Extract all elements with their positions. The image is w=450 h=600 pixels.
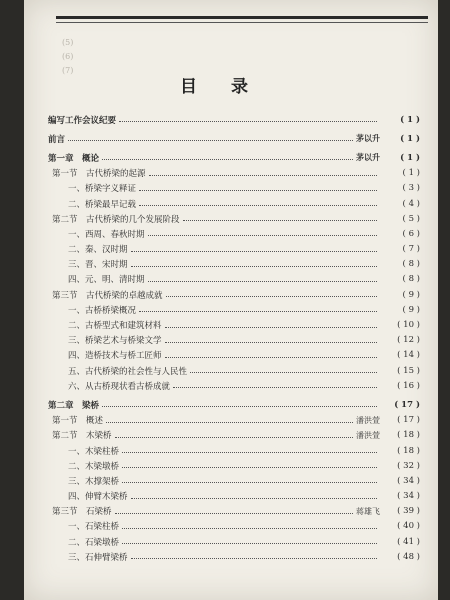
toc-entry-page: ( 18 ): [397, 430, 420, 441]
toc-entry-title: 一、石梁柱桥: [68, 522, 120, 533]
bleed-through-text: (5): [62, 38, 74, 47]
toc-entry-page: ( 9 ): [402, 304, 420, 315]
leader-dots: [131, 558, 377, 559]
toc-entry-page: ( 1 ): [402, 168, 420, 179]
leader-dots: [102, 406, 377, 407]
toc-entry-title: 二、古桥型式和建筑材料: [68, 321, 162, 332]
toc-entry-title: 三、木撑架桥: [68, 476, 120, 487]
toc-entry-page: ( 8 ): [402, 274, 420, 285]
toc-entry: [48, 317, 420, 332]
toc-entry-title: 二、木梁墩桥: [68, 461, 120, 472]
bleed-through-text: (7): [62, 66, 74, 75]
toc-entry-title: 二、秦、汉时期: [68, 245, 128, 256]
toc-entry-title: 第三节 石梁桥: [52, 507, 112, 518]
bleed-through-text: (6): [62, 52, 74, 61]
leader-dots: [173, 387, 377, 388]
toc-entry-page: ( 5 ): [402, 213, 420, 224]
toc-entry-page: ( 4 ): [402, 198, 420, 209]
toc-entry-title: 二、石梁墩桥: [68, 537, 120, 548]
toc-entry-page: ( 40 ): [397, 521, 420, 532]
toc-entry-author: 茅以升: [356, 152, 380, 163]
leader-dots: [122, 528, 377, 529]
toc-entry: [48, 181, 420, 196]
toc-entry-page: ( 32 ): [397, 460, 420, 471]
toc-entry: [48, 363, 420, 378]
leader-dots: [139, 190, 377, 191]
toc-entry-page: ( 17 ): [397, 415, 420, 426]
document-page: [24, 0, 438, 600]
toc-entry: [48, 242, 420, 257]
toc-entry-title: 三、桥梁艺术与桥梁文学: [68, 336, 162, 347]
toc-entry-title: 编写工作会议纪要: [48, 115, 117, 126]
toc-entry: [48, 443, 420, 458]
toc-entry-title: 四、造桥技术与桥工匠师: [68, 351, 162, 362]
leader-dots: [119, 121, 377, 122]
toc-entry: [48, 534, 420, 549]
leader-dots: [190, 372, 377, 373]
leader-dots: [139, 205, 377, 206]
toc-entry-page: ( 1 ): [400, 114, 420, 125]
toc-entry-title: 四、伸臂木梁桥: [68, 492, 128, 503]
toc-entry: [48, 333, 420, 348]
toc-entry-page: ( 8 ): [402, 259, 420, 270]
leader-dots: [148, 281, 377, 282]
toc-entry-page: ( 16 ): [397, 380, 420, 391]
toc-entry: [48, 272, 420, 287]
toc-entry: [48, 378, 420, 393]
toc-entry-page: ( 1 ): [400, 152, 420, 163]
toc-entry-title: 六、从古桥现状看古桥成就: [68, 381, 171, 392]
toc-entry-page: ( 12 ): [397, 335, 420, 346]
leader-dots: [149, 175, 377, 176]
toc-entry: [48, 549, 420, 564]
toc-entry: [48, 489, 420, 504]
leader-dots: [139, 311, 377, 312]
toc-entry-title: 四、元、明、清时期: [68, 275, 145, 286]
toc-entry-author: 茅以升: [356, 133, 380, 144]
toc-entry: [48, 519, 420, 534]
toc-entry: [48, 504, 420, 519]
toc-entry: [48, 226, 420, 241]
toc-entry: [48, 397, 420, 412]
toc-entry-title: 前言: [48, 134, 66, 145]
toc-entry-author: 蒋雄飞: [356, 506, 380, 516]
page-title: 目录: [180, 77, 282, 97]
leader-dots: [183, 220, 377, 221]
toc-entry-page: ( 10 ): [397, 320, 420, 331]
toc-entry-page: ( 6 ): [402, 228, 420, 239]
leader-dots: [122, 543, 377, 544]
toc-entry: [48, 428, 420, 443]
toc-entry: [48, 131, 420, 146]
toc-entry-title: 三、石伸臂梁桥: [68, 552, 128, 563]
toc-entry: [48, 257, 420, 272]
toc-entry-page: ( 39 ): [397, 506, 420, 517]
toc-entry-page: ( 34 ): [397, 475, 420, 486]
top-rule: [56, 16, 428, 19]
toc-entry-page: ( 15 ): [397, 365, 420, 376]
toc-entry-page: ( 7 ): [402, 244, 420, 255]
leader-dots: [131, 266, 377, 267]
toc-entry-author: 潘洪萱: [356, 430, 380, 440]
leader-dots: [122, 482, 377, 483]
toc-entry-title: 第三节 古代桥梁的卓越成就: [52, 290, 163, 301]
leader-dots: [122, 452, 377, 453]
leader-dots: [68, 140, 353, 141]
toc-entry-author: 潘洪萱: [356, 415, 380, 425]
leader-dots: [165, 357, 377, 358]
leader-dots: [165, 342, 377, 343]
toc-entry-page: ( 34 ): [397, 491, 420, 502]
toc-entry: [48, 196, 420, 211]
top-rule-thin: [56, 22, 428, 23]
leader-dots: [102, 159, 353, 160]
leader-dots: [106, 422, 353, 423]
leader-dots: [131, 498, 377, 499]
toc-entry-page: ( 1 ): [400, 133, 420, 144]
toc-entry-page: ( 41 ): [397, 536, 420, 547]
toc-entry: [48, 413, 420, 428]
toc-entry: [48, 302, 420, 317]
leader-dots: [131, 251, 377, 252]
toc-entry-title: 第一章 概论: [48, 153, 100, 164]
toc-entry: [48, 287, 420, 302]
toc-entry: [48, 150, 420, 165]
toc-entry: [48, 348, 420, 363]
toc-entry: [48, 166, 420, 181]
table-of-contents: [48, 112, 420, 564]
toc-entry-title: 一、古桥桥梁概况: [68, 305, 137, 316]
toc-entry-page: ( 3 ): [402, 183, 420, 194]
toc-entry: [48, 211, 420, 226]
toc-entry-page: ( 17 ): [394, 399, 420, 410]
toc-entry-page: ( 18 ): [397, 445, 420, 456]
toc-entry-title: 三、晋、宋时期: [68, 260, 128, 271]
toc-entry: [48, 458, 420, 473]
leader-dots: [148, 235, 377, 236]
toc-entry-title: 第一节 概述: [52, 416, 104, 427]
toc-entry-title: 第二章 梁桥: [48, 400, 100, 411]
toc-entry: [48, 112, 420, 127]
leader-dots: [122, 467, 377, 468]
toc-entry-title: 一、西周、春秋时期: [68, 229, 145, 240]
toc-entry-title: 一、桥梁字义释证: [68, 184, 137, 195]
toc-entry-title: 第二节 木梁桥: [52, 431, 112, 442]
toc-entry-title: 第二节 古代桥梁的几个发展阶段: [52, 214, 180, 225]
leader-dots: [115, 513, 353, 514]
leader-dots: [166, 296, 377, 297]
leader-dots: [115, 437, 353, 438]
toc-entry-title: 第一节 古代桥梁的起源: [52, 169, 146, 180]
toc-entry-page: ( 48 ): [397, 551, 420, 562]
leader-dots: [165, 327, 377, 328]
toc-entry-title: 二、桥梁最早记载: [68, 199, 137, 210]
toc-entry: [48, 473, 420, 488]
toc-entry-page: ( 9 ): [402, 289, 420, 300]
toc-entry-title: 一、木梁柱桥: [68, 446, 120, 457]
toc-entry-title: 五、古代桥梁的社会性与人民性: [68, 366, 188, 377]
toc-entry-page: ( 14 ): [397, 350, 420, 361]
